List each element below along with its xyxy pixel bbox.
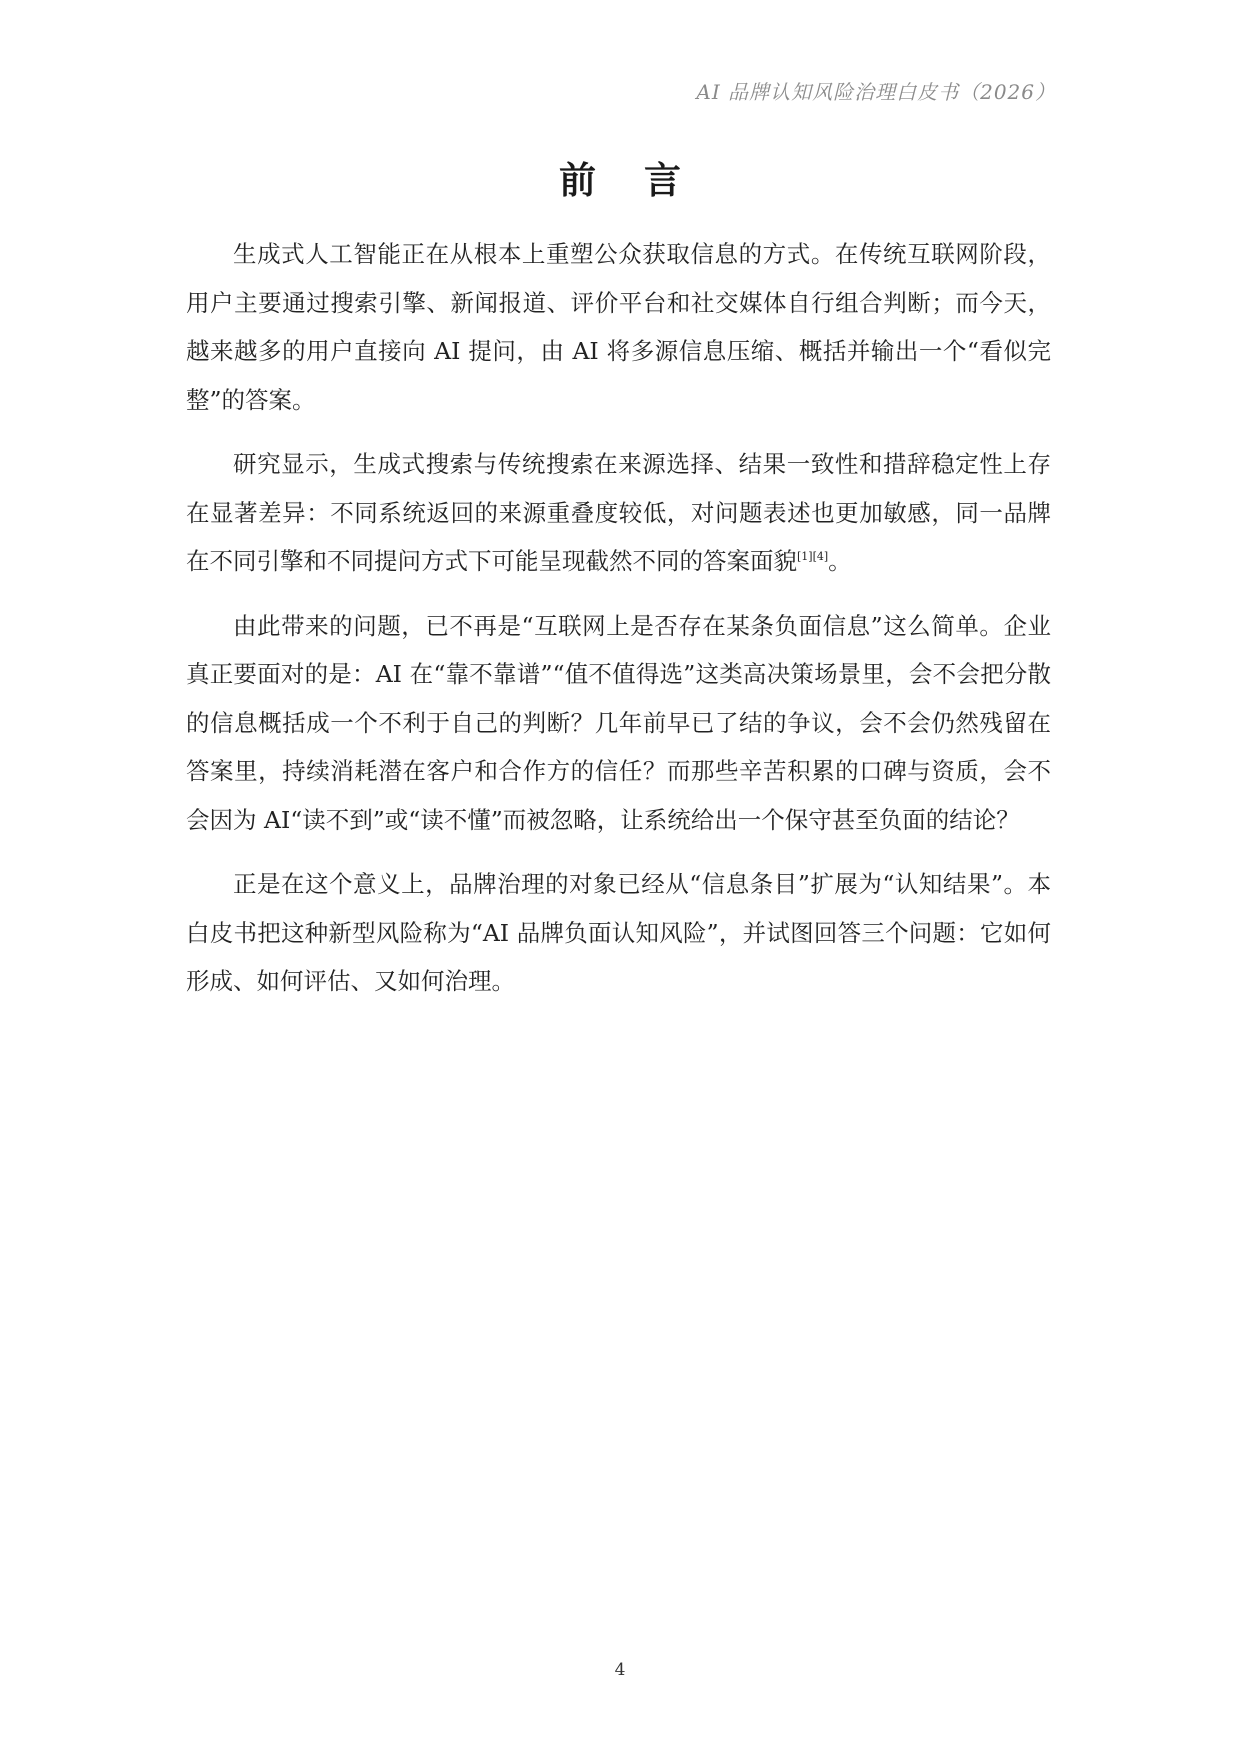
running-header: AI 品牌认知风险治理白皮书（2026） [696, 80, 1056, 104]
citation-ref[interactable]: [1][4] [797, 550, 829, 563]
page-title: 前言 [559, 159, 729, 202]
page-number: 4 [614, 1660, 626, 1680]
body-text [186, 230, 1051, 1022]
paragraph-1: 生成式人工智能正在从根本上重塑公众获取信息的方式。在传统互联网阶段，用户主要通过搜索引擎、新闻报道、评价平台和社交媒体自行组合判断；而今天，越来越多的用户直接向 AI 提问，由 AI 将多源信息压缩、概括并输出一个“看似完整”的答案。 [186, 240, 1051, 414]
paragraph-2 [186, 440, 1051, 586]
paragraph-3: 由此带来的问题，已不再是“互联网上是否存在某条负面信息”这么简单。企业真正要面对的是：AI 在“靠不靠谱”“值不值得选”这类高决策场景里，会不会把分散的信息概括成一个不利于自己的判断？几年前早已了结的争议，会不会仍然残留在答案里，持续消耗潜在客户和合作方的信任？而那些辛苦积累的口碑与资质，会不会因为 AI“读不到”或“读不懂”而被忽略，让系统给出一个保守甚至负面的结论？ [186, 611, 1051, 834]
paragraph-2-tail: 。 [828, 547, 852, 575]
paragraph-4: 正是在这个意义上，品牌治理的对象已经从“信息条目”扩展为“认知结果”。本白皮书把这种新型风险称为“AI 品牌负面认知风险”，并试图回答三个问题：它如何形成、如何评估、又如何治理。 [186, 870, 1051, 995]
paragraph-2-text: 研究显示，生成式搜索与传统搜索在来源选择、结果一致性和措辞稳定性上存在显著差异：不同系统返回的来源重叠度较低，对问题表述也更加敏感，同一品牌在不同引擎和不同提问方式下可能呈现截然不同的答案面貌 [186, 450, 1051, 575]
